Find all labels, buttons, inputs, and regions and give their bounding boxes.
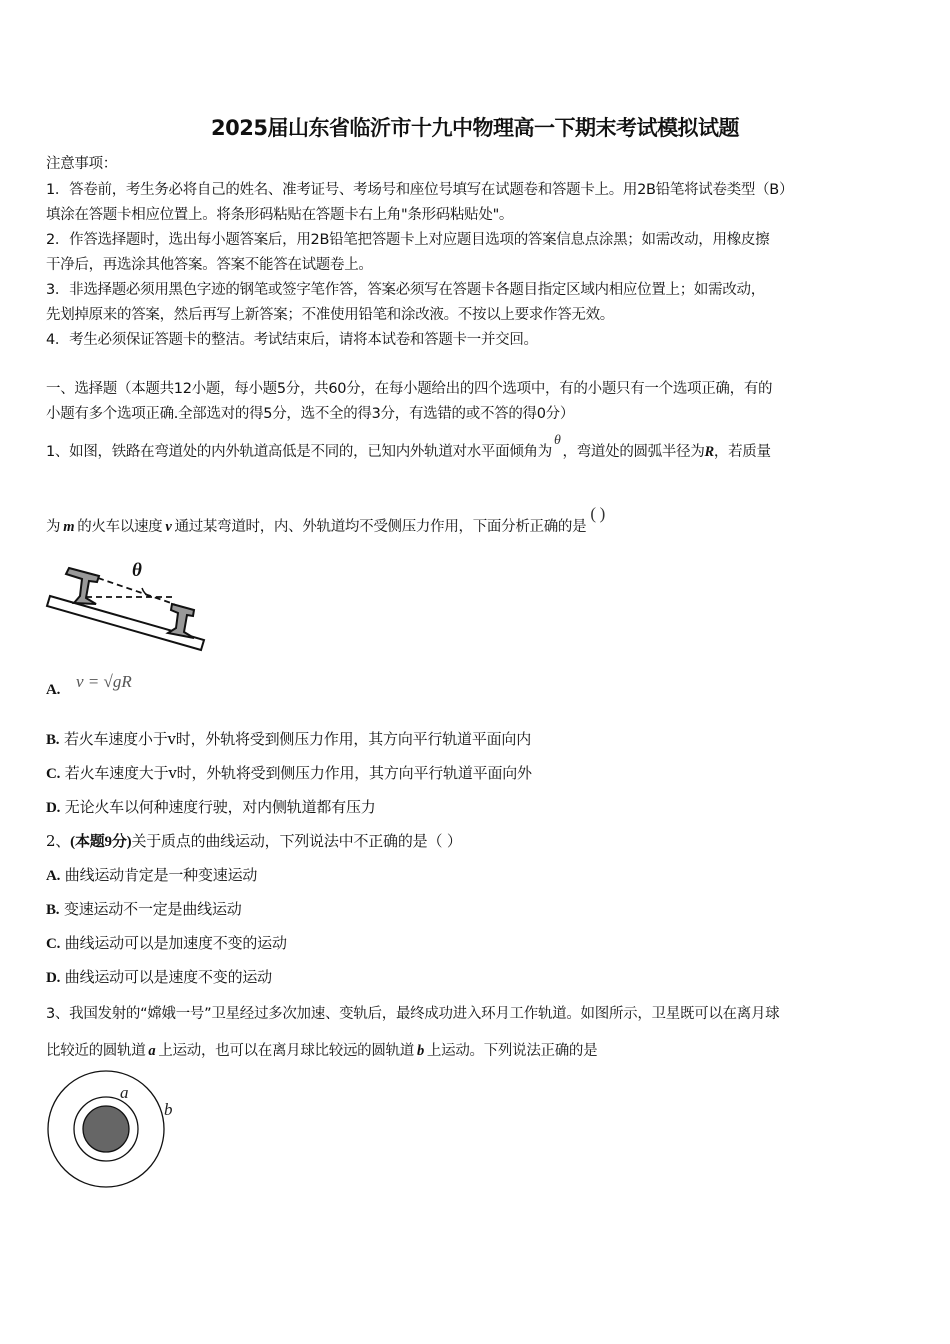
- notice-line: 2．作答选择题时，选出每小题答案后，用2B铅笔把答题卡上对应题目选项的答案信息点涂黑；如需改动，用橡皮擦: [46, 232, 770, 248]
- q1-stem-line1: [46, 433, 771, 461]
- theta-symbol: θ: [553, 433, 561, 448]
- option-label: D.: [46, 970, 61, 986]
- section-header: 小题有多个选项正确.全部选对的得5分，选不全的得3分，有选错的或不答的得0分）: [46, 406, 575, 422]
- q2-option-d: [46, 966, 272, 987]
- moon-orbit-figure: [44, 1068, 184, 1190]
- notice-line: 1．答卷前，考生务必将自己的姓名、准考证号、考场号和座位号填写在试题卷和答题卡上。用2B铅笔将试卷类型（B）: [46, 182, 794, 198]
- option-label: D.: [46, 800, 61, 816]
- option-label: C.: [46, 936, 61, 952]
- option-text: 曲线运动肯定是一种变速运动: [64, 866, 258, 884]
- q2-text: 关于质点的曲线运动，下列说法中不正确的是（ ）: [131, 832, 462, 850]
- answer-paren: ( ): [590, 504, 606, 523]
- option-text: 变速运动不一定是曲线运动: [63, 900, 242, 918]
- option-text: 若火车速度小于v时，外轨将受到侧压力作用，其方向平行轨道平面向内: [63, 730, 532, 748]
- option-label: C.: [46, 766, 61, 782]
- notice-line: 3．非选择题必须用黑色字迹的钢笔或签字笔作答，答案必须写在答题卡各题目指定区域内相应位置上；如需改动，: [46, 282, 765, 298]
- q2-score: (本题9分): [70, 834, 132, 850]
- q1-text: 1、如图，铁路在弯道处的内外轨道高低是不同的，已知内外轨道对水平面倾角为: [46, 444, 552, 460]
- q1-option-a: [46, 680, 60, 699]
- orbit-b-label: b: [164, 1100, 173, 1119]
- option-label: B.: [46, 732, 60, 748]
- railway-track-figure: [44, 556, 210, 656]
- velocity-symbol: v: [165, 519, 172, 535]
- q1-option-c: [46, 762, 532, 783]
- q1-option-d: [46, 796, 376, 817]
- q1-text: ，弯道处的圆弧半径为: [562, 444, 705, 460]
- notice-line: 4．考生必须保证答题卡的整洁。考试结束后，请将本试卷和答题卡一并交回。: [46, 332, 538, 348]
- option-text: 曲线运动可以是加速度不变的运动: [64, 934, 287, 952]
- option-text: 无论火车以何种速度行驶，对内侧轨道都有压力: [64, 798, 376, 816]
- page-title: 2025届山东省临沂市十九中物理高一下期末考试模拟试题: [211, 116, 739, 140]
- notice-line: 干净后，再选涂其他答案。答案不能答在试题卷上。: [46, 257, 373, 273]
- q2-stem: [46, 830, 462, 851]
- q3-text: 上运动。下列说法正确的是: [426, 1043, 598, 1059]
- orbit-a-label: a: [120, 1083, 129, 1102]
- notice-line: 先划掉原来的答案，然后再写上新答案；不准使用铅笔和涂改液。不按以上要求作答无效。: [46, 307, 614, 323]
- q1-option-a-formula: v = √gR: [76, 672, 132, 691]
- q2-option-c: [46, 932, 287, 953]
- q2-number: 2、: [46, 832, 71, 850]
- q3-stem-line2: [46, 1039, 597, 1060]
- notice-line: 填涂在答题卡相应位置上。将条形码粘贴在答题卡右上角"条形码粘贴处"。: [46, 207, 514, 223]
- orbit-b-symbol: b: [416, 1043, 424, 1059]
- q1-text: 为: [46, 519, 61, 535]
- q3-stem-line1: 3、我国发射的“嫦娥一号”卫星经过多次加速、变轨后，最终成功进入环月工作轨道。如图所示，卫星既可以在离月球: [46, 1006, 780, 1022]
- notice-heading: 注意事项：: [46, 156, 117, 172]
- orbit-a-symbol: a: [148, 1043, 156, 1059]
- section-header: 一、选择题（本题共12小题，每小题5分，共60分，在每小题给出的四个选项中，有的小题只有一个选项正确，有的: [46, 381, 773, 397]
- q1-text: 通过某弯道时，内、外轨道均不受侧压力作用，下面分析正确的是: [174, 519, 587, 535]
- q2-option-b: [46, 898, 242, 919]
- option-text: 若火车速度大于v时，外轨将受到侧压力作用，其方向平行轨道平面向外: [64, 764, 532, 782]
- q1-text: 的火车以速度: [77, 519, 163, 535]
- option-label: B.: [46, 902, 60, 918]
- option-label: A.: [46, 682, 61, 698]
- option-label: A.: [46, 868, 61, 884]
- q1-stem-line2: [46, 504, 606, 536]
- mass-symbol: m: [63, 519, 75, 535]
- q1-option-b: [46, 728, 531, 749]
- figure-theta-label: θ: [132, 560, 142, 581]
- q3-text: 比较近的圆轨道: [46, 1043, 146, 1059]
- radius-symbol: R: [704, 444, 714, 460]
- q3-text: 上运动，也可以在离月球比较远的圆轨道: [158, 1043, 414, 1059]
- q1-text: ，若质量: [713, 444, 771, 460]
- option-text: 曲线运动可以是速度不变的运动: [64, 968, 272, 986]
- q2-option-a: [46, 864, 257, 885]
